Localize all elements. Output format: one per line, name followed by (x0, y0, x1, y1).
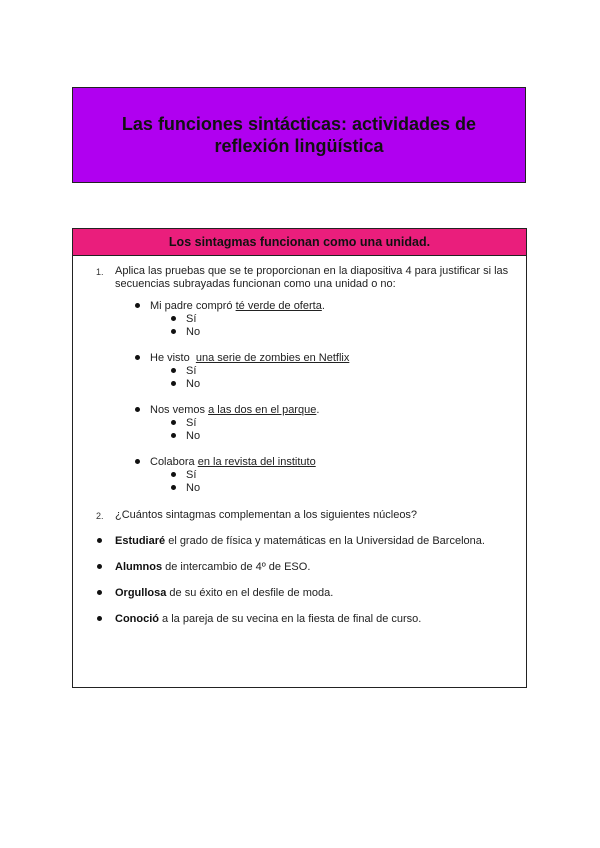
q1-item-3: Nos vemos a las dos en el parque. (150, 404, 320, 416)
activity-card (72, 228, 527, 688)
q2-text: ¿Cuántos sintagmas complementan a los siguientes núcleos? (115, 509, 418, 521)
q1-item-2: He visto una serie de zombies en Netflix (150, 352, 350, 364)
bullet-icon (171, 368, 176, 373)
bullet-icon (135, 407, 140, 412)
q1-text-line1: Aplica las pruebas que se te proporcionan en la diapositiva 4 para justificar si las (115, 265, 509, 277)
q1-item-1-option-si: Sí (186, 313, 197, 325)
bullet-icon (171, 433, 176, 438)
q1-number: 1. (96, 267, 104, 277)
bullet-icon (135, 355, 140, 360)
q1-item-4: Colabora en la revista del instituto (150, 456, 316, 468)
bullet-icon (97, 564, 102, 569)
section-header: Los sintagmas funcionan como una unidad. (73, 229, 526, 256)
q2-number: 2. (96, 511, 104, 521)
bullet-icon (171, 420, 176, 425)
bullet-icon (171, 472, 176, 477)
q1-text-line2: secuencias subrayadas funcionan como una unidad o no: (115, 278, 396, 290)
q1-item-1: Mi padre compró té verde de oferta. (150, 300, 325, 312)
bullet-icon (171, 329, 176, 334)
bullet-icon (135, 459, 140, 464)
q1-item-2-option-si: Sí (186, 365, 197, 377)
q1-item-3-option-no: No (186, 430, 201, 442)
bullet-icon (171, 485, 176, 490)
q2-item-4: Conoció a la pareja de su vecina en la fiesta de final de curso. (115, 613, 422, 625)
title-banner (72, 87, 526, 183)
bullet-icon (171, 316, 176, 321)
q1-item-1-option-no: No (186, 326, 201, 338)
q2-item-3: Orgullosa de su éxito en el desfile de moda. (115, 587, 334, 599)
bullet-icon (97, 538, 102, 543)
q2-item-1: Estudiaré el grado de física y matemáticas en la Universidad de Barcelona. (115, 535, 485, 547)
q1-item-3-option-si: Sí (186, 417, 197, 429)
bullet-icon (97, 590, 102, 595)
q1-item-2-option-no: No (186, 378, 201, 390)
page-title: Las funciones sintácticas: actividades de reflexión lingüística (121, 114, 477, 156)
bullet-icon (171, 381, 176, 386)
bullet-icon (135, 303, 140, 308)
bullet-icon (97, 616, 102, 621)
q1-item-4-option-no: No (186, 482, 201, 494)
q2-item-2: Alumnos de intercambio de 4º de ESO. (115, 561, 311, 573)
q1-item-4-option-si: Sí (186, 469, 197, 481)
